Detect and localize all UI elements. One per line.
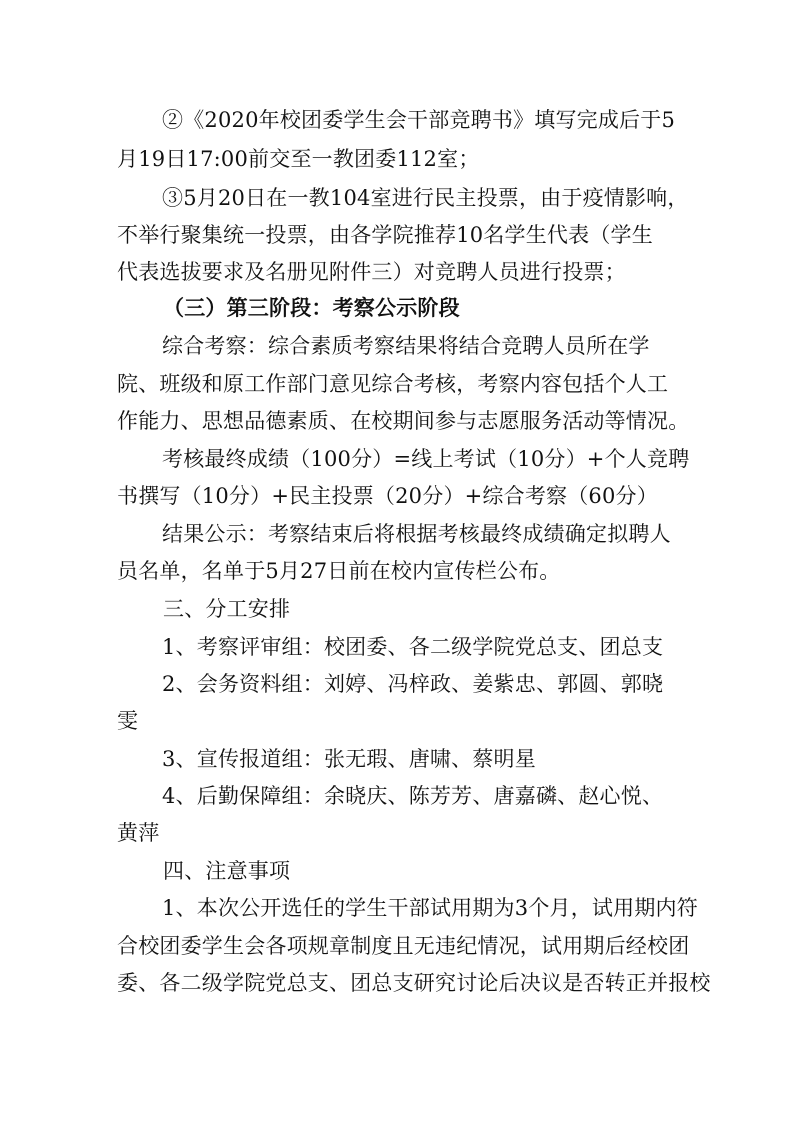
paragraph-line: 考核最终成绩（100分）=线上考试（10分）+个人竞聘	[162, 447, 690, 471]
paragraph-line: 黄萍	[117, 821, 160, 845]
paragraph-line: 1、考察评审组：校团委、各二级学院党总支、团总支	[162, 635, 664, 659]
paragraph-line: 委、各二级学院党总支、团总支研究讨论后决议是否转正并报校	[117, 971, 711, 995]
paragraph-line: 合校团委学生会各项规章制度且无违纪情况，试用期后经校团	[117, 934, 690, 958]
paragraph-line: 雯	[117, 709, 139, 733]
section-heading: 四、注意事项	[163, 859, 291, 883]
paragraph-line: 2、会务资料组：刘婷、冯梓政、姜紫忠、郭圆、郭晓	[162, 672, 664, 696]
paragraph-line: 月19日17:00前交至一教团委112室；	[117, 147, 480, 171]
paragraph-line: 书撰写（10分）+民主投票（20分）+综合考察（60分）	[117, 484, 658, 508]
paragraph-line: ②《2020年校团委学生会干部竞聘书》填写完成后于5	[162, 108, 676, 132]
paragraph-line: 员名单，名单于5月27日前在校内宣传栏公布。	[117, 559, 561, 583]
paragraph-line: 结果公示：考察结束后将根据考核最终成绩确定拟聘人	[162, 522, 671, 546]
paragraph-line: 1、本次公开选任的学生干部试用期为3个月，试用期内符	[162, 896, 698, 920]
paragraph-line: 代表选拔要求及名册见附件三）对竞聘人员进行投票；	[117, 260, 626, 284]
paragraph-line: 综合考察：综合素质考察结果将结合竞聘人员所在学	[162, 334, 650, 358]
paragraph-line: 3、宣传报道组：张无瑕、唐啸、蔡明星	[162, 747, 536, 771]
paragraph-line: 不举行聚集统一投票，由各学院推荐10名学生代表（学生	[117, 223, 653, 247]
paragraph-line: 4、后勤保障组：余晓庆、陈芳芳、唐嘉磷、赵心悦、	[162, 784, 664, 808]
paragraph-line: 作能力、思想品德素质、在校期间参与志愿服务活动等情况。	[117, 409, 690, 433]
section-heading: 三、分工安排	[163, 597, 291, 621]
paragraph-line: ③5月20日在一教104室进行民主投票，由于疫情影响，	[162, 186, 689, 210]
paragraph-line: 院、班级和原工作部门意见综合考核，考察内容包括个人工	[117, 372, 669, 396]
section-heading: （三）第三阶段：考察公示阶段	[163, 296, 460, 320]
